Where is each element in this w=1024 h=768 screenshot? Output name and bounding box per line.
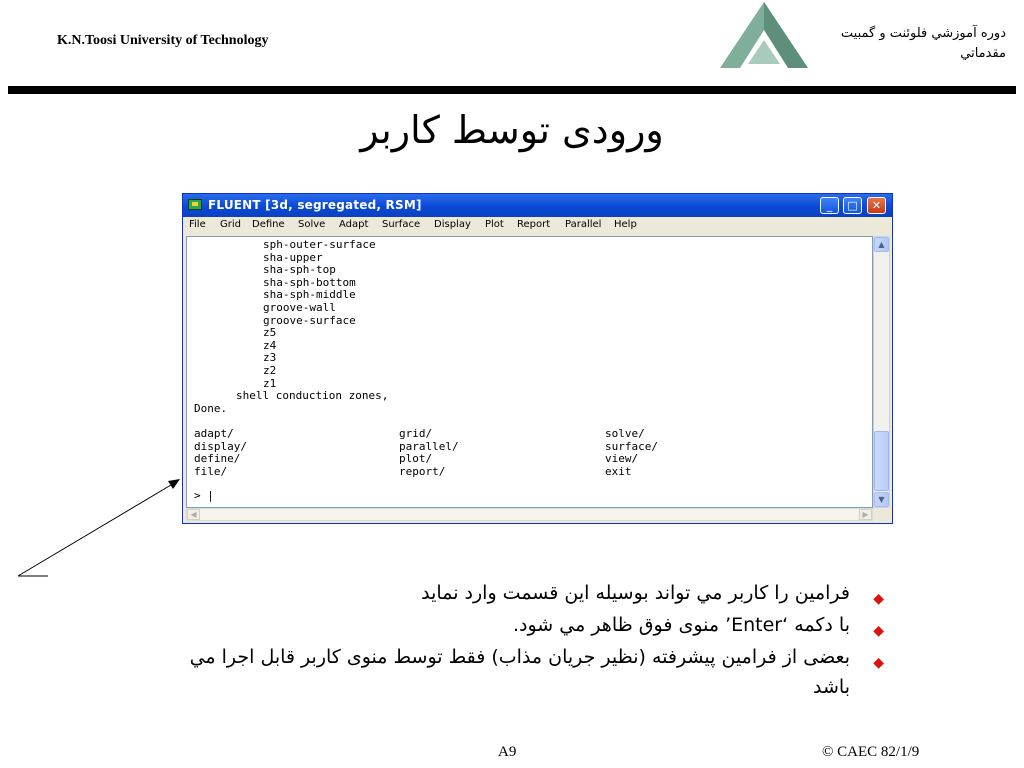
command-item: exit [605,464,632,478]
command-item: solve/ [605,427,645,440]
bullet-text: با دکمه ‘Enter’ منوی فوق ظاهر مي شود. [512,614,850,636]
scroll-up-icon[interactable]: ▲ [874,237,889,252]
console-line: z2 [263,364,277,377]
console-line: sha-sph-bottom [263,275,356,289]
fluent-app-icon [188,199,202,210]
console-line: groove-surface [263,313,356,327]
menu-surface[interactable]: Surface [382,219,421,230]
console-line: z3 [263,351,277,365]
copyright: © CAEC 82/1/9 [822,744,920,760]
close-button[interactable]: ✕ [867,197,886,214]
scroll-right-icon[interactable]: ▶ [859,509,872,520]
command-item: surface/ [605,439,658,453]
command-item: display/ [194,439,247,453]
menu-bar [183,217,892,234]
list-item [150,642,890,702]
triangle-logo-icon [718,0,810,70]
command-item: define/ [194,452,241,466]
bullet-diamond-icon: ◆ [873,655,884,671]
menu-grid[interactable]: Grid [220,219,241,230]
course-line-2: مقدماتي [960,46,1006,61]
zones-label: shell conduction zones, [236,389,389,403]
slide-title: ورودی توسط کاربر [360,108,664,152]
vertical-scrollbar[interactable] [873,236,890,508]
bullet-text: فرامين را کاربر مي تواند بوسيله اين قسمت وارد نمايد [421,582,850,604]
command-item: view/ [605,452,639,466]
window-titlebar[interactable] [183,194,892,217]
menu-report[interactable]: Report [517,219,551,230]
scroll-left-icon[interactable]: ◀ [187,509,200,520]
console-line: groove-wall [263,301,336,314]
bullet-text: بعضی از فرامين پيشرفته (نظير جريان مذاب) فقط توسط منوی کاربر قابل اجرا مي باشد [189,646,850,698]
minimize-button[interactable]: _ [820,197,839,214]
list-item [150,610,890,640]
university-name: K.N.Toosi University of Technology [57,33,269,48]
scroll-down-icon[interactable]: ▼ [874,492,889,507]
annotation-arrow-icon [14,472,194,582]
console-output[interactable] [186,236,873,508]
done-line: Done. [194,401,228,415]
command-item: report/ [399,464,446,478]
console-line: sha-upper [263,250,323,264]
course-line-1: دوره آموزشي فلوئنت و گمبيت [840,26,1006,41]
menu-define[interactable]: Define [252,219,285,230]
bullet-list [150,578,890,704]
menu-solve[interactable]: Solve [298,219,326,230]
console-line: sph-outer-surface [263,238,376,251]
console-line: z4 [263,338,277,352]
menu-adapt[interactable]: Adapt [339,219,369,230]
list-item [150,578,890,608]
menu-parallel[interactable]: Parallel [565,219,602,230]
menu-display[interactable]: Display [434,219,471,230]
maximize-button[interactable]: □ [843,197,862,214]
command-item: plot/ [399,452,433,466]
console-line: sha-sph-middle [263,288,356,302]
console-line: sha-sph-top [263,263,336,277]
horizontal-scrollbar[interactable] [186,508,873,521]
bullet-diamond-icon: ◆ [873,623,884,639]
console-line: z5 [263,326,277,340]
menu-plot[interactable]: Plot [485,219,504,230]
console-line: z1 [263,376,277,390]
menu-help[interactable]: Help [614,219,637,230]
command-item: adapt/ [194,427,234,440]
command-prompt[interactable]: > | [194,489,214,502]
page-number: A9 [498,744,517,760]
command-item: parallel/ [399,439,459,453]
course-title [806,24,1006,64]
fluent-window [182,193,893,524]
command-item: file/ [194,464,228,478]
bullet-diamond-icon: ◆ [873,591,884,607]
header-divider [8,86,1016,94]
command-item: grid/ [399,427,433,440]
window-title: FLUENT [3d, segregated, RSM] [208,198,422,212]
menu-file[interactable]: File [189,219,206,230]
scroll-thumb[interactable] [874,431,889,491]
